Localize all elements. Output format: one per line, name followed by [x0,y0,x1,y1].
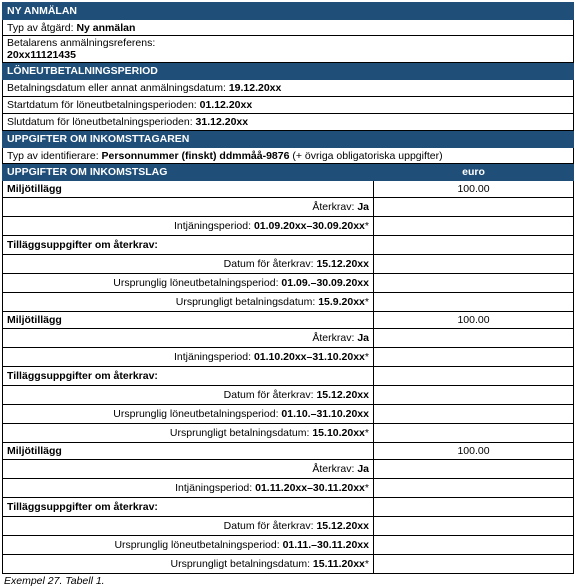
empty-amount-cell [374,367,574,386]
empty-amount-cell [374,498,574,517]
earning-period-label: Intjäningsperiod: [173,351,254,363]
recovery-date-row [3,517,574,536]
recovery-row [3,329,574,348]
recovery-extra-title: Tilläggsuppgifter om återkrav: [7,239,158,251]
period-label: Slutdatum för löneutbetalningsperioden: [7,116,196,128]
recovery-value: Ja [357,463,369,475]
table-caption: Exempel 27. Tabell 1. [4,575,105,587]
recovery-extra-title-row [3,498,574,517]
recovery-date-row [3,255,574,274]
original-period-value: 01.11.–30.11.20xx [282,539,369,551]
recovery-label: Återkrav: [312,463,358,475]
start-date-row [3,97,574,114]
identifier-label: Typ av identifierare: [7,149,102,162]
original-payment-label: Ursprungligt betalningsdatum: [175,296,319,308]
original-payment-suffix: * [364,296,369,308]
original-payment-suffix: * [364,558,369,570]
empty-amount-cell [374,255,574,274]
section-title: LÖNEUTBETALNINGSPERIOD [3,63,574,80]
period-label: Startdatum för löneutbetalningsperioden: [7,99,200,111]
earning-period-label: Intjäningsperiod: [175,482,256,494]
recovery-extra-title: Tilläggsuppgifter om återkrav: [7,370,158,382]
recovery-date-value: 15.12.20xx [316,389,369,401]
original-payment-suffix: * [364,427,369,439]
empty-amount-cell [374,479,574,498]
original-period-label: Ursprunglig löneutbetalningsperiod: [113,277,282,289]
amount-cell [374,312,574,329]
action-type-label: Typ av åtgärd: [7,21,77,34]
payer-reference-value: 20xx11121435 [7,49,76,61]
recovery-date-label: Datum för återkrav: [223,520,317,532]
recovery-label: Återkrav: [312,201,358,213]
original-payment-date-row [3,555,574,574]
empty-amount-cell [374,386,574,405]
recovery-date-value: 15.12.20xx [316,520,369,532]
period-value: 19.12.20xx [228,82,282,94]
recovery-extra-title-row [3,236,574,255]
earning-period-suffix: * [364,220,369,232]
recovery-label: Återkrav: [312,332,358,344]
earning-period-row [3,479,574,498]
amount-cell [374,181,574,198]
empty-amount-cell [374,293,574,312]
report-document [2,2,573,587]
recovery-date-value: 15.12.20xx [316,258,369,270]
original-period-value: 01.09.–30.09.20xx [281,277,369,289]
identifier-suffix: (+ övriga obligatoriska uppgifter) [289,149,443,162]
amount-cell [374,443,574,460]
empty-amount-cell [374,198,574,217]
payment-date-row [3,80,574,97]
recovery-date-label: Datum för återkrav: [223,389,317,401]
earning-period-row [3,348,574,367]
recovery-row [3,460,574,479]
period-value: 31.12.20xx [195,116,249,128]
income-type-name: Miljötillägg [7,445,62,457]
identifier-value: Personnummer (finskt) ddmmåå-9876 [101,149,290,162]
original-payment-label: Ursprungligt betalningsdatum: [169,427,313,439]
earning-period-suffix: * [364,351,369,363]
earning-period-suffix: * [364,482,369,494]
original-period-row [3,536,574,555]
earning-period-label: Intjäningsperiod: [173,220,254,232]
income-type-name: Miljötillägg [7,314,62,326]
recovery-date-row [3,386,574,405]
currency-header: euro [374,164,574,181]
original-period-row [3,274,574,293]
income-type-name: Miljötillägg [7,183,62,195]
earning-period-row [3,217,574,236]
recovery-date-label: Datum för återkrav: [223,258,317,270]
section-title: UPPGIFTER OM INKOMSTTAGAREN [3,131,574,148]
empty-amount-cell [374,424,574,443]
recovery-value: Ja [357,201,369,213]
earning-period-value: 01.11.20xx–30.11.20xx [255,482,365,494]
empty-amount-cell [374,460,574,479]
empty-amount-cell [374,405,574,424]
section-title: NY ANMÄLAN [3,3,574,20]
empty-amount-cell [374,217,574,236]
recovery-extra-title-row [3,367,574,386]
section-title: UPPGIFTER OM INKOMSTSLAG [3,164,374,181]
empty-amount-cell [374,329,574,348]
period-label: Betalningsdatum eller annat anmälningsdatum: [7,82,229,94]
recovery-row [3,198,574,217]
original-period-label: Ursprunglig löneutbetalningsperiod: [113,408,282,420]
action-type-row [3,20,574,36]
empty-amount-cell [374,517,574,536]
original-payment-value: 15.9.20xx [318,296,365,308]
empty-amount-cell [374,274,574,293]
end-date-row [3,114,574,131]
income-type-row [3,312,574,329]
original-period-label: Ursprunglig löneutbetalningsperiod: [114,539,283,551]
original-payment-value: 15.10.20xx [312,427,365,439]
original-payment-label: Ursprungligt betalningsdatum: [170,558,313,570]
income-amount: 100.00 [457,314,490,326]
recovery-value: Ja [357,332,369,344]
earning-period-value: 01.10.20xx–31.10.20xx [253,351,365,363]
period-value: 01.12.20xx [199,99,253,111]
original-period-value: 01.10.–31.10.20xx [281,408,369,420]
recovery-extra-title: Tilläggsuppgifter om återkrav: [7,501,158,513]
section-header-income-earner [3,131,574,148]
section-header-new-report [3,3,574,20]
original-payment-date-row [3,293,574,312]
report-table [2,2,574,574]
income-amount: 100.00 [457,183,490,195]
income-type-row [3,443,574,460]
original-payment-value: 15.11.20xx [312,558,365,570]
original-payment-date-row [3,424,574,443]
empty-amount-cell [374,348,574,367]
empty-amount-cell [374,555,574,574]
income-amount: 100.00 [457,445,490,457]
section-header-pay-period [3,63,574,80]
section-header-income-types [3,164,574,181]
empty-amount-cell [374,536,574,555]
payer-reference-row [3,36,574,63]
income-type-row [3,181,574,198]
identifier-row [3,148,574,164]
empty-amount-cell [374,236,574,255]
payer-reference-label: Betalarens anmälningsreferens: [7,37,156,49]
action-type-value: Ny anmälan [76,21,136,34]
earning-period-value: 01.09.20xx–30.09.20xx [253,220,365,232]
original-period-row [3,405,574,424]
